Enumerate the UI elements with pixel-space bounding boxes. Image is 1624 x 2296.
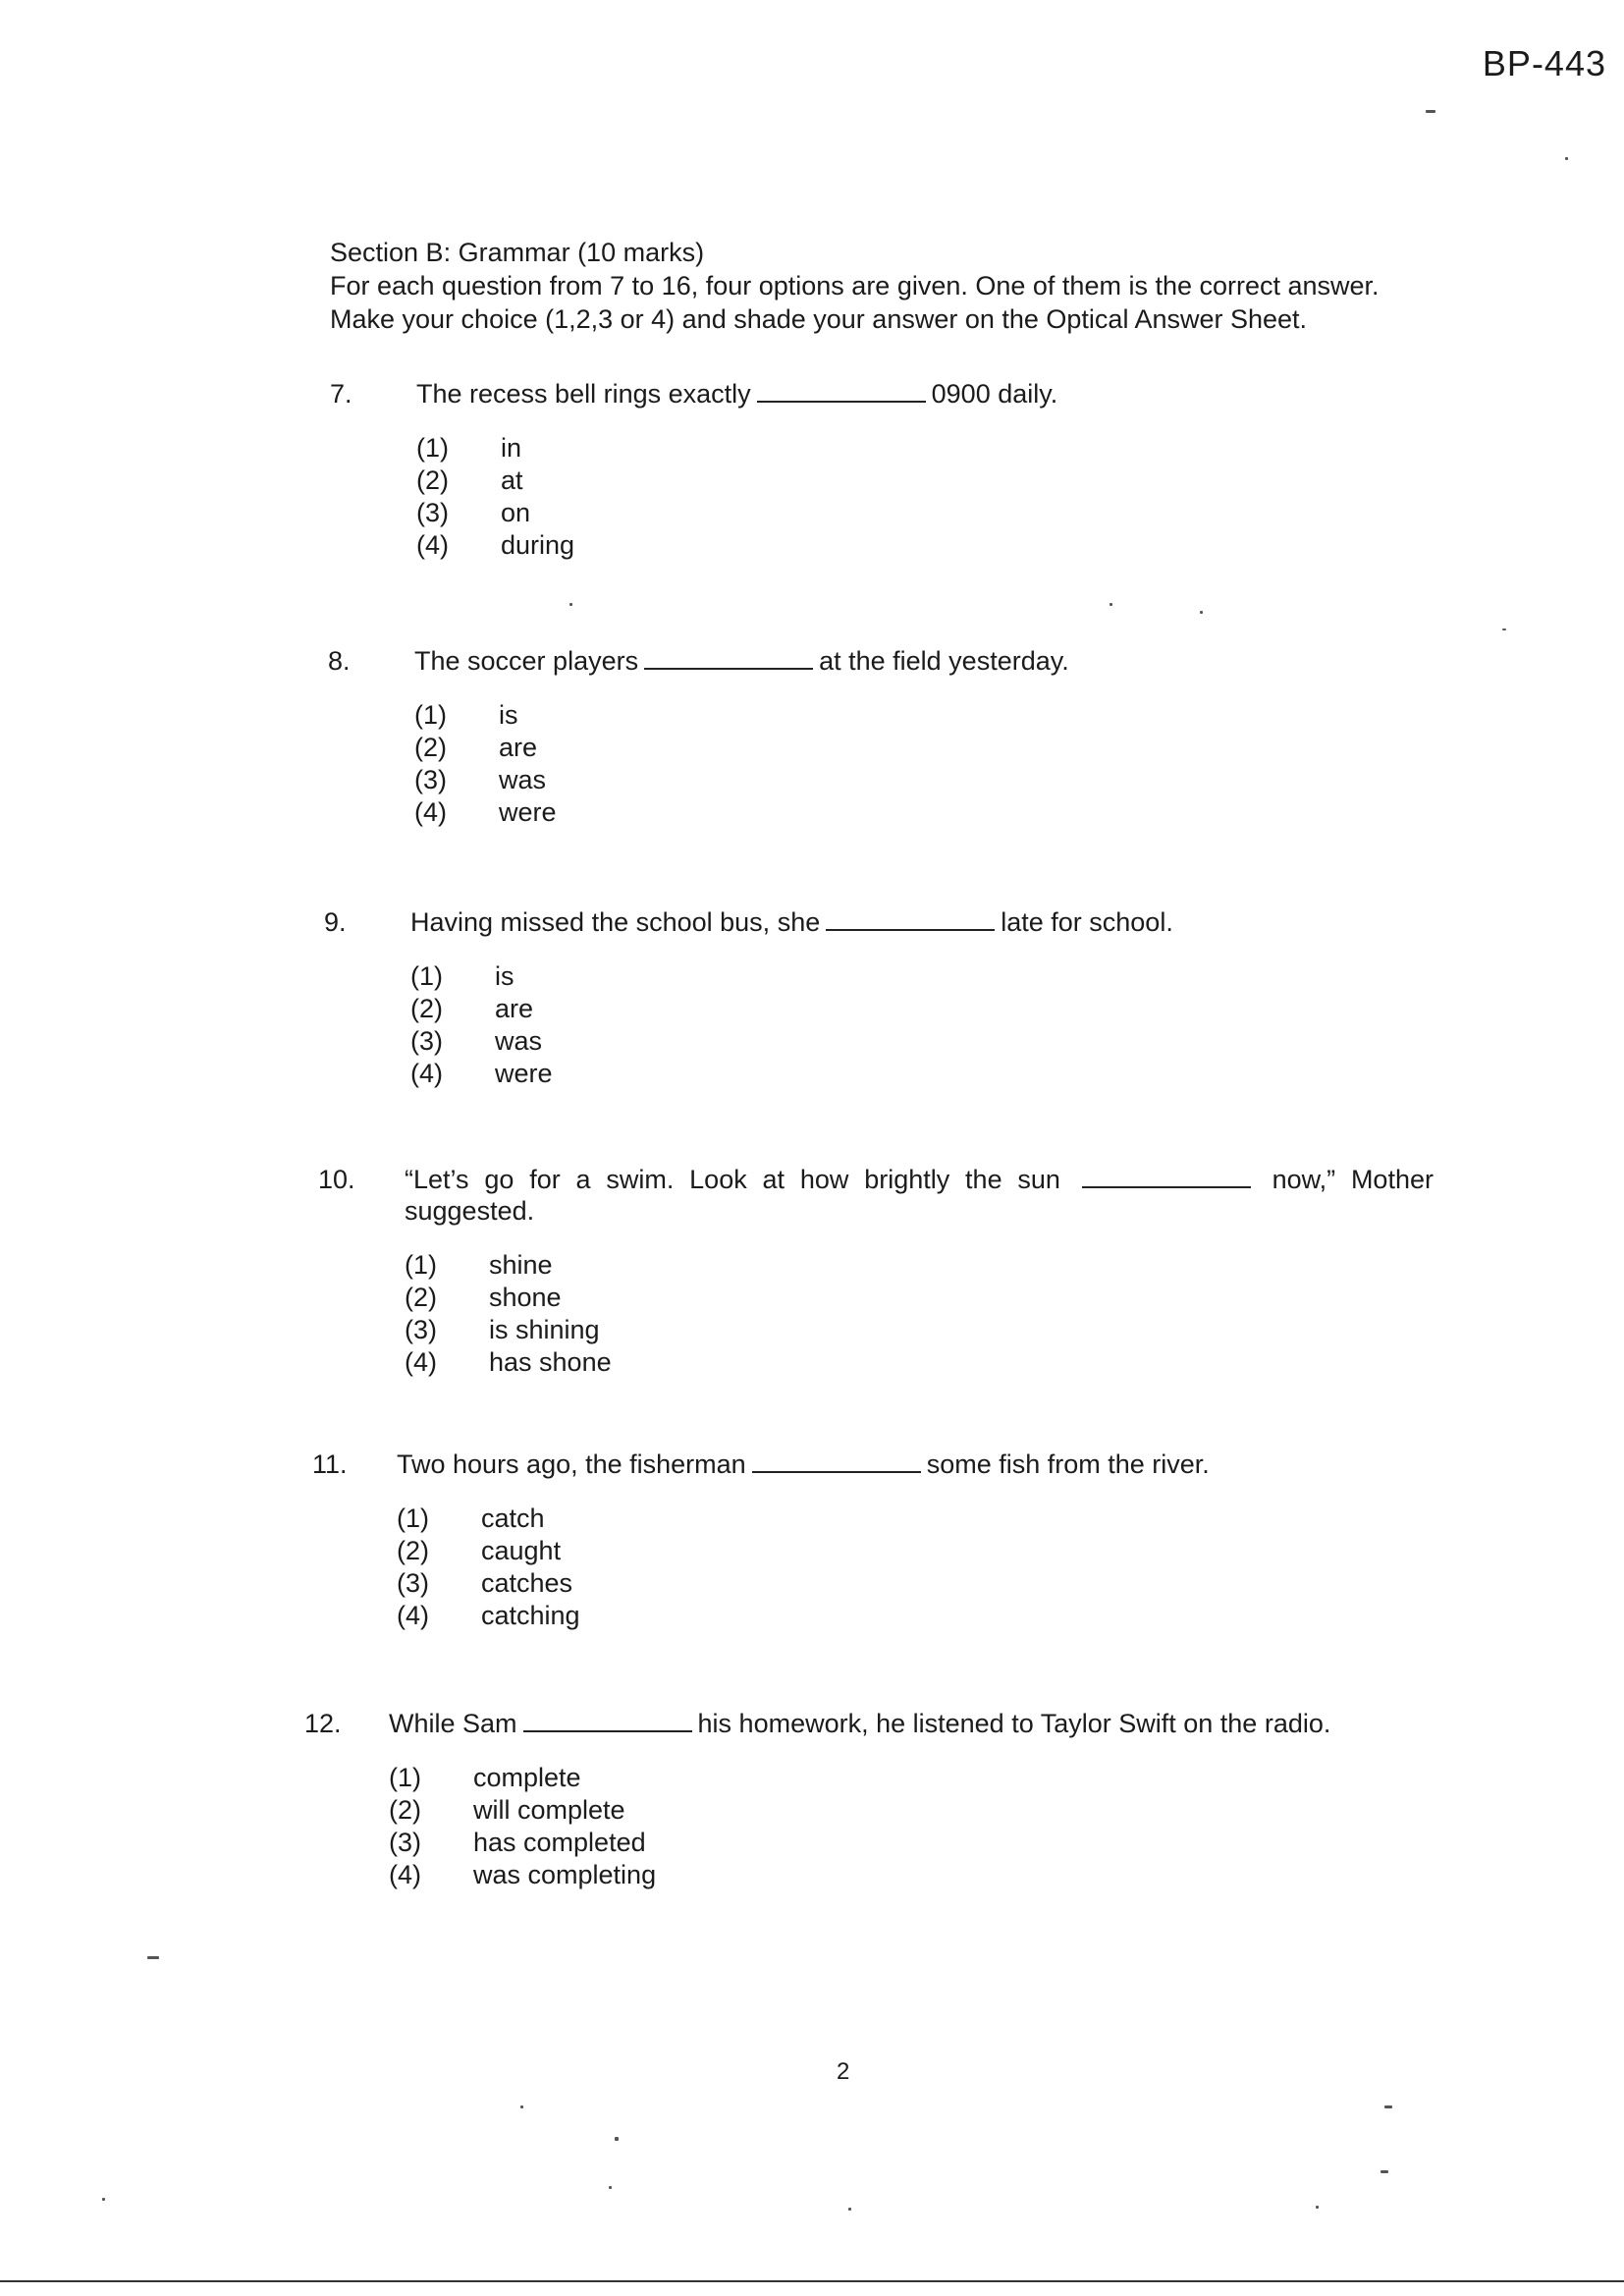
option-3: (3) has completed [389,1828,646,1857]
page-bottom-rule [0,2280,1624,2282]
scan-speck [569,603,572,606]
answer-blank [1082,1165,1251,1188]
option-list [397,1503,1471,1632]
scan-speck [520,2105,523,2108]
question-12 [304,1707,1463,1891]
option-3: (3) is shining [405,1315,600,1344]
option-list [414,699,1487,829]
section-header [330,236,1469,336]
scan-speck [1380,2170,1388,2173]
scan-speck [1502,629,1506,630]
option-list [405,1249,1477,1379]
scan-speck [1426,110,1435,113]
answer-blank [752,1449,921,1473]
option-4: (4) during [416,530,575,560]
scan-speck [102,2198,105,2201]
section-instruction-line-2: Make your choice (1,2,3 or 4) and shade your answer on the Optical Answer Sheet. [330,304,1308,334]
option-1: (1) is [410,961,514,991]
answer-blank [757,379,926,403]
option-2: (2) caught [397,1536,562,1565]
answer-blank [644,646,813,670]
option-list [410,960,1483,1090]
question-stem: The recess bell rings exactly 0900 daily. [416,379,1058,409]
option-3: (3) was [410,1026,543,1056]
option-1: (1) is [414,700,518,730]
question-number: 7. [330,379,352,409]
scan-speck [848,2208,851,2211]
scan-speck [1110,603,1112,606]
scan-speck [609,2186,612,2189]
question-number: 10. [318,1165,355,1194]
question-number: 8. [328,646,351,676]
question-number: 12. [304,1709,342,1738]
option-2: (2) shone [405,1283,562,1312]
question-11 [312,1448,1471,1632]
option-1: (1) shine [405,1250,553,1280]
question-stem: The soccer players at the field yesterday. [414,646,1069,676]
scan-speck [1565,157,1568,160]
option-list [416,432,1489,562]
option-1: (1) in [416,433,522,463]
option-4: (4) were [410,1059,553,1088]
option-4: (4) has shone [405,1347,612,1377]
section-title: Section B: Grammar (10 marks) [330,238,705,267]
question-stem-continuation: suggested. [405,1196,535,1226]
option-3: (3) was [414,765,547,794]
option-4: (4) were [414,797,557,827]
option-4: (4) was completing [389,1860,657,1889]
question-stem: “Let’s go for a swim. Look at how brightly the sun now,” Mother [405,1165,1434,1194]
option-list [389,1762,1463,1891]
scan-speck [147,1956,159,1959]
question-number: 11. [312,1449,348,1479]
question-number: 9. [324,907,347,937]
question-8 [328,644,1487,829]
paper-code: BP-443 [1482,43,1606,83]
option-2: (2) are [414,733,538,762]
question-stem: While Sam his homework, he listened to Taylor Swift on the radio. [389,1709,1331,1738]
question-stem: Two hours ago, the fisherman some fish from the river. [397,1449,1210,1479]
scan-speck [1384,2105,1392,2108]
question-9 [324,905,1483,1090]
option-2: (2) will complete [389,1795,625,1825]
question-10 [318,1163,1477,1379]
option-3: (3) on [416,498,531,527]
section-instruction-line-1: For each question from 7 to 16, four options are given. One of them is the correct answer. [330,271,1380,301]
answer-blank [826,907,995,931]
answer-blank [523,1709,692,1732]
option-2: (2) are [410,994,534,1023]
option-1: (1) catch [397,1503,545,1533]
option-2: (2) at [416,465,523,495]
option-4: (4) catching [397,1601,580,1630]
scan-speck [1200,611,1203,614]
page-number: 2 [837,2058,850,2085]
question-7 [330,377,1489,562]
scan-speck [615,2137,619,2141]
option-1: (1) complete [389,1763,581,1792]
question-stem: Having missed the school bus, she late for school. [410,907,1173,937]
scan-speck [1316,2206,1319,2209]
option-3: (3) catches [397,1568,573,1598]
